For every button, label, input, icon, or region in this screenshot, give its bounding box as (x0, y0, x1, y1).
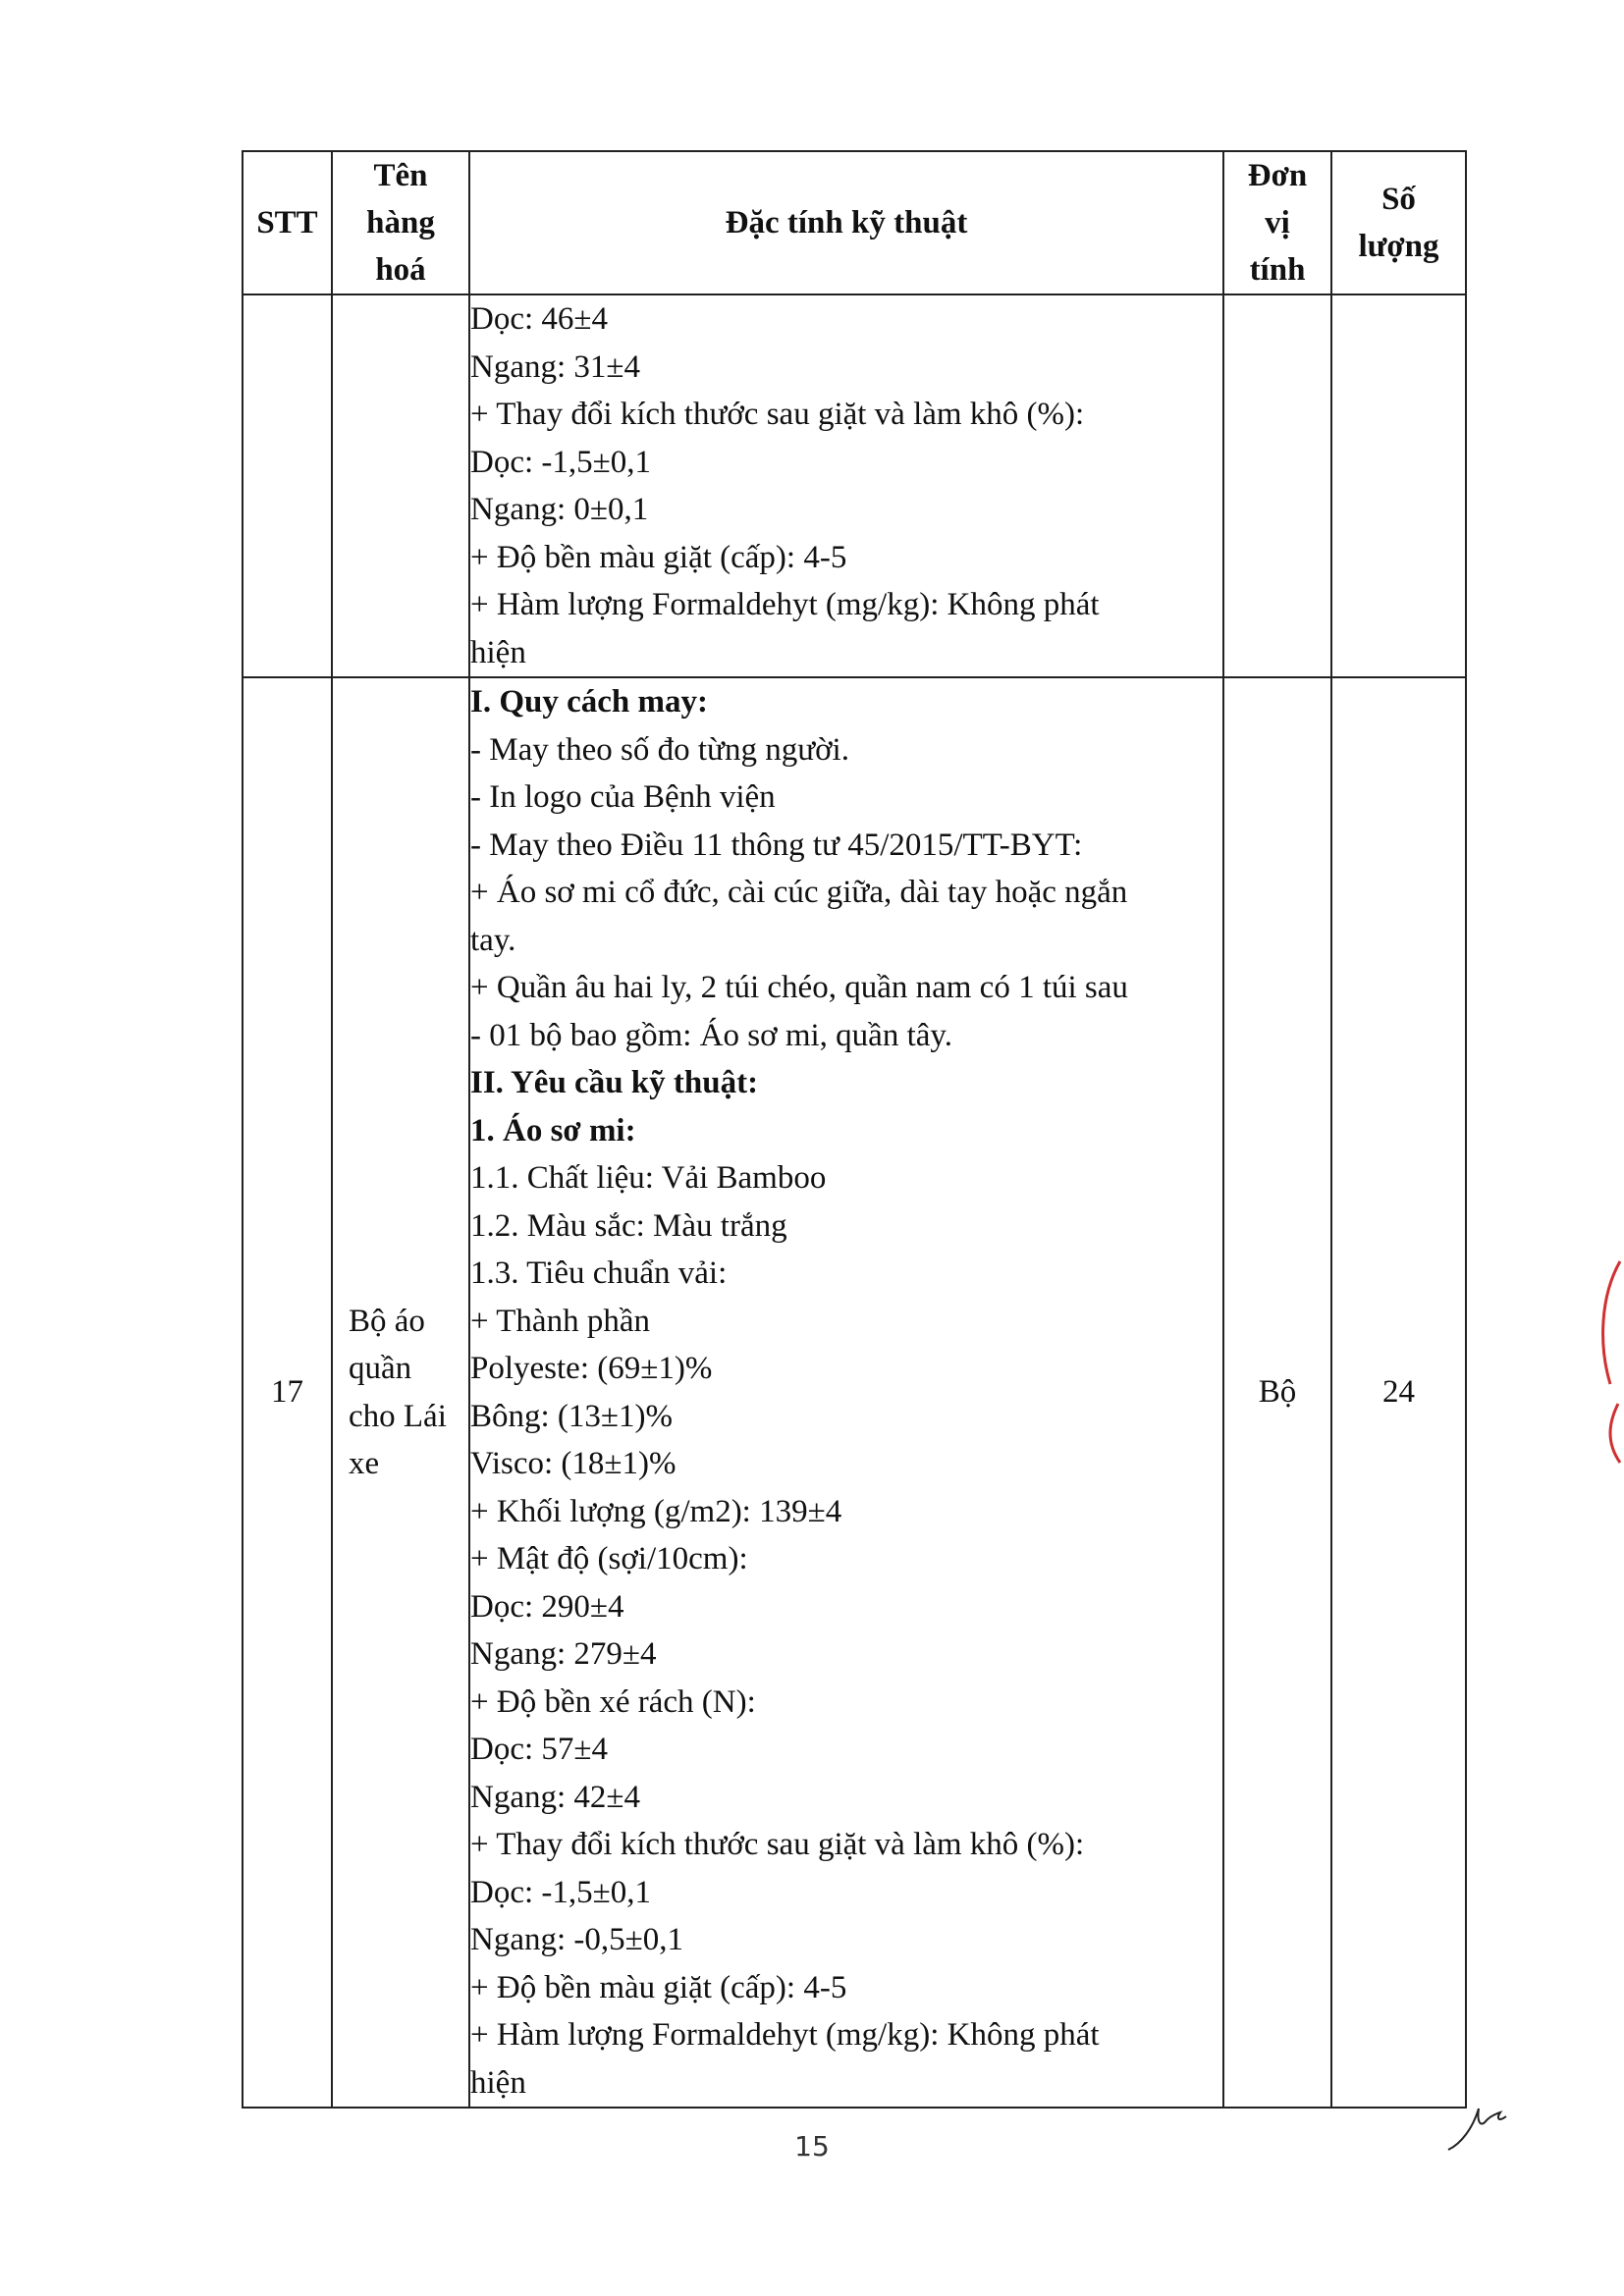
cell-stt-empty (243, 294, 332, 677)
spec-line: + Độ bền xé rách (N): (470, 1683, 756, 1720)
spec-line: Ngang: -0,5±0,1 (470, 1922, 683, 1957)
header-qty-line: Số (1381, 182, 1416, 217)
spec-line: Dọc: -1,5±0,1 (470, 444, 651, 480)
spec-line: - In logo của Bệnh viện (470, 779, 776, 815)
spec-line: + Áo sơ mi cổ đức, cài cúc giữa, dài tay hoặc ngắn (470, 875, 1128, 910)
spec-line: II. Yêu cầu kỹ thuật: (470, 1065, 759, 1100)
page-number: 15 (794, 2130, 830, 2163)
spec-line: + Thay đổi kích thước sau giặt và làm khô (%): (470, 1827, 1085, 1862)
spec-line: + Độ bền màu giặt (cấp): 4-5 (470, 539, 847, 575)
header-name-line: Tên (373, 158, 428, 193)
header-unit-line: tính (1249, 252, 1306, 288)
spec-line: hiện (470, 2064, 526, 2101)
spec-line: + Thành phần (470, 1303, 650, 1339)
spec-line: 1.2. Màu sắc: Màu trắng (470, 1207, 787, 1244)
cell-stt: 17 (243, 677, 332, 2108)
spec-line: I. Quy cách may: (470, 684, 708, 720)
spec-line: hiện (470, 634, 526, 670)
header-spec: Đặc tính kỹ thuật (469, 151, 1223, 294)
spec-line: Polyeste: (69±1)% (470, 1351, 713, 1386)
cell-unit: Bộ (1223, 677, 1331, 2108)
spec-line: Ngang: 279±4 (470, 1636, 657, 1672)
spec-line: Dọc: -1,5±0,1 (470, 1874, 651, 1910)
spec-line: - 01 bộ bao gồm: Áo sơ mi, quần tây. (470, 1017, 953, 1053)
cell-qty-empty (1331, 294, 1466, 677)
spec-lines (470, 678, 1222, 2107)
header-quantity (1331, 151, 1466, 294)
signature-icon (1443, 2099, 1512, 2158)
cell-name-empty (332, 294, 469, 677)
spec-line: Dọc: 57±4 (470, 1732, 609, 1767)
spec-line: + Hàm lượng Formaldehyt (mg/kg): Không phát (470, 587, 1100, 622)
header-name-line: hoá (375, 252, 426, 288)
header-unit-line: Đơn (1247, 158, 1308, 193)
header-unit-line: vị (1265, 205, 1290, 240)
cell-item-name (332, 677, 469, 2108)
spec-line: + Thay đổi kích thước sau giặt và làm khô (%): (470, 397, 1085, 432)
header-item-name (332, 151, 469, 294)
spec-line: Visco: (18±1)% (470, 1446, 677, 1481)
stamp-edge-icon (1591, 1256, 1624, 1482)
spec-line: - May theo Điều 11 thông tư 45/2015/TT-BYT: (470, 827, 1083, 863)
header-unit (1223, 151, 1331, 294)
spec-line: 1. Áo sơ mi: (470, 1112, 636, 1148)
spec-line: Dọc: 290±4 (470, 1588, 624, 1625)
item-name-line: cho Lái (349, 1398, 447, 1434)
spec-line: Dọc: 46±4 (470, 301, 609, 337)
table-header-row (243, 151, 1466, 294)
item-name-line: quần (349, 1351, 412, 1386)
spec-lines (470, 295, 1222, 676)
spec-table (242, 150, 1467, 2109)
spec-line: + Quần âu hai ly, 2 túi chéo, quần nam có 1 túi sau (470, 970, 1128, 1005)
spec-line: - May theo số đo từng người. (470, 731, 849, 768)
spec-line: + Độ bền màu giặt (cấp): 4-5 (470, 1969, 847, 2005)
cell-unit-empty (1223, 294, 1331, 677)
header-stt: STT (243, 151, 332, 294)
spec-line: + Khối lượng (g/m2): 139±4 (470, 1493, 842, 1529)
item-name-line: Bộ áo (349, 1303, 425, 1339)
header-qty-line: lượng (1358, 229, 1439, 264)
spec-line: + Mật độ (sợi/10cm): (470, 1541, 748, 1576)
cell-spec (469, 677, 1223, 2108)
item-name-line: xe (349, 1446, 380, 1481)
spec-line: tay. (470, 922, 516, 958)
spec-line: Ngang: 0±0,1 (470, 492, 649, 527)
spec-line: + Hàm lượng Formaldehyt (mg/kg): Không phát (470, 2017, 1100, 2053)
spec-line: Ngang: 31±4 (470, 348, 641, 385)
table-row-continued (243, 294, 1466, 677)
header-name-line: hàng (366, 205, 435, 240)
spec-line: 1.3. Tiêu chuẩn vải: (470, 1255, 728, 1291)
spec-line: Bông: (13±1)% (470, 1398, 674, 1434)
cell-quantity: 24 (1331, 677, 1466, 2108)
cell-spec-continued (469, 294, 1223, 677)
table-row-17 (243, 677, 1466, 2108)
spec-line: Ngang: 42±4 (470, 1779, 641, 1815)
spec-line: 1.1. Chất liệu: Vải Bamboo (470, 1160, 827, 1196)
